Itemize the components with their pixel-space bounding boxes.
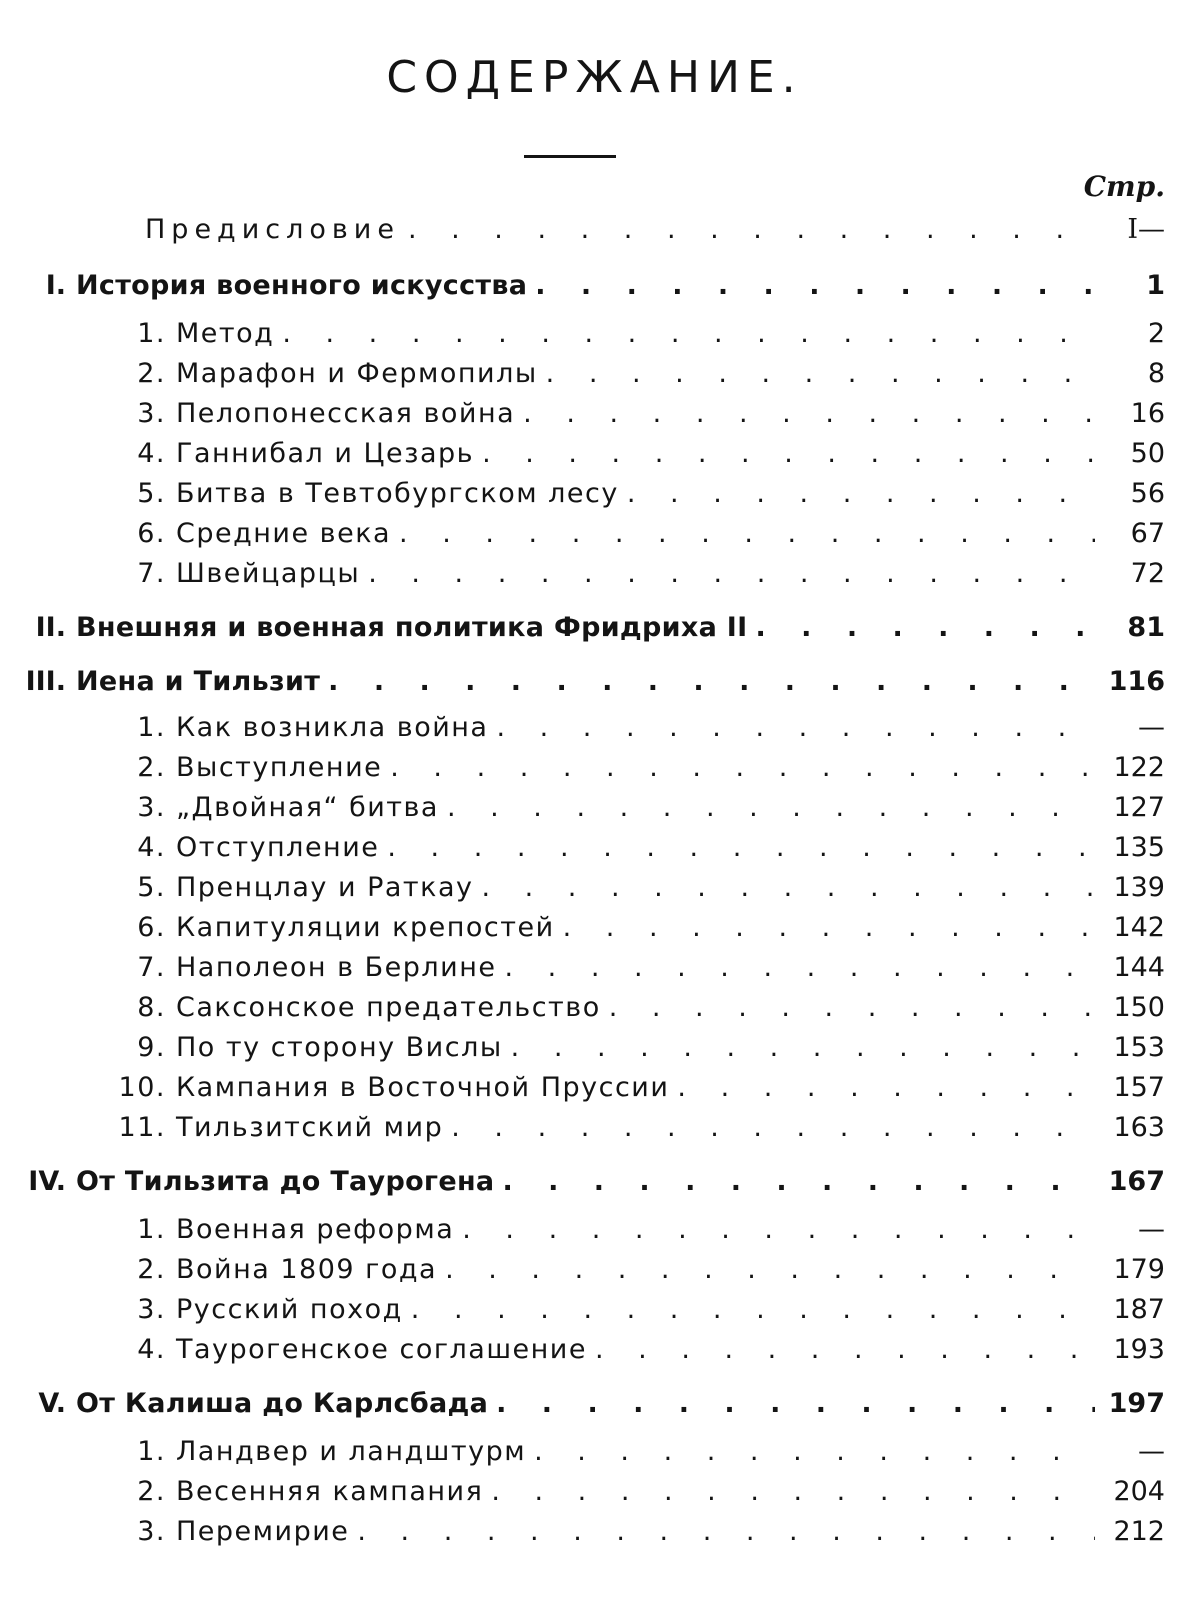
toc-page-number: 179	[1113, 1254, 1165, 1285]
toc-number: 6.	[137, 912, 166, 943]
toc-subsection-row	[0, 558, 1189, 598]
toc-number: IV.	[28, 1166, 66, 1197]
dot-leader	[403, 1294, 1095, 1325]
toc-page-number: 187	[1113, 1294, 1165, 1325]
toc-label: От Тильзита до Таурогена	[76, 1166, 495, 1197]
toc-number: 11.	[118, 1112, 166, 1143]
toc-number: 2.	[137, 752, 166, 783]
toc-number: V.	[38, 1388, 66, 1419]
toc-number: III.	[25, 666, 66, 697]
toc-label: История военного искусства	[76, 270, 528, 301]
dot-leader	[748, 612, 1096, 643]
dot-leader	[320, 666, 1095, 697]
toc-page-number: 2	[1147, 318, 1165, 349]
toc-subsection-row	[0, 1112, 1189, 1152]
dot-leader	[669, 1072, 1095, 1103]
toc-label: Весенняя кампания	[176, 1476, 484, 1507]
toc-number: I.	[45, 270, 66, 301]
toc-page-number: —	[1138, 712, 1165, 743]
toc-number: 3.	[137, 1294, 166, 1325]
dot-leader	[437, 1254, 1095, 1285]
toc-number: 2.	[137, 1254, 166, 1285]
toc-subsection-row	[0, 912, 1189, 952]
dot-leader	[400, 214, 1095, 245]
toc-label: Наполеон в Берлине	[176, 952, 497, 983]
dot-leader	[619, 478, 1095, 509]
dot-leader	[601, 992, 1095, 1023]
toc-subsection-row	[0, 952, 1189, 992]
toc-label: Саксонское предательство	[176, 992, 601, 1023]
toc-subsection-row	[0, 872, 1189, 912]
toc-page-number: 204	[1113, 1476, 1165, 1507]
toc-page-number: 212	[1113, 1516, 1165, 1547]
toc-number: II.	[35, 612, 66, 643]
toc-subsection-row	[0, 992, 1189, 1032]
dot-leader	[274, 318, 1095, 349]
dot-leader	[474, 438, 1095, 469]
dot-leader	[488, 1388, 1095, 1419]
toc-label: Ганнибал и Цезарь	[176, 438, 475, 469]
toc-page-number: 122	[1113, 752, 1165, 783]
toc-number: 5.	[137, 872, 166, 903]
toc-page-number: —	[1138, 1214, 1165, 1245]
toc-number: 1.	[137, 1214, 166, 1245]
dot-leader	[496, 952, 1095, 983]
toc-number: 2.	[137, 358, 166, 389]
dot-leader	[473, 872, 1095, 903]
toc-label: Тильзитский мир	[176, 1112, 444, 1143]
toc-subsection-row	[0, 1436, 1189, 1476]
toc-subsection-row	[0, 438, 1189, 478]
dot-leader	[527, 270, 1095, 301]
toc-label: Метод	[176, 318, 275, 349]
toc-number: 3.	[137, 792, 166, 823]
dot-leader	[515, 398, 1095, 429]
toc-chapter-row	[0, 270, 1189, 310]
toc-number: 4.	[137, 832, 166, 863]
toc-page-number: 127	[1113, 792, 1165, 823]
toc-page-number: 50	[1130, 438, 1165, 469]
toc-subsection-row	[0, 318, 1189, 358]
dot-leader	[555, 912, 1095, 943]
toc-number: 1.	[137, 712, 166, 743]
toc-label: Пренцлау и Раткау	[176, 872, 474, 903]
toc-label: Пелопонесская война	[176, 398, 516, 429]
toc-chapter-row	[0, 666, 1189, 706]
page-title: СОДЕРЖАНИЕ.	[386, 52, 803, 103]
toc-number: 9.	[137, 1032, 166, 1063]
toc-subsection-row	[0, 1214, 1189, 1254]
toc-page-number: 163	[1113, 1112, 1165, 1143]
toc-label: Ландвер и ландштурм	[176, 1436, 527, 1467]
dot-leader	[379, 832, 1095, 863]
toc-page-number: 139	[1113, 872, 1165, 903]
toc-label: Отступление	[176, 832, 380, 863]
toc-page-number: I—	[1127, 214, 1165, 245]
toc-page-number: 153	[1113, 1032, 1165, 1063]
toc-page-number: 1	[1146, 270, 1165, 301]
toc-subsection-row	[0, 518, 1189, 558]
toc-number: 3.	[137, 1516, 166, 1547]
toc-subsection-row	[0, 792, 1189, 832]
toc-subsection-row	[0, 1334, 1189, 1374]
toc-number: 4.	[137, 438, 166, 469]
toc-page-number: 56	[1130, 478, 1165, 509]
toc-chapter-row	[0, 1166, 1189, 1206]
toc-label: Битва в Тевтобургском лесу	[176, 478, 619, 509]
toc-number: 8.	[137, 992, 166, 1023]
dot-leader	[494, 1166, 1095, 1197]
toc-label: Иена и Тильзит	[76, 666, 321, 697]
toc-subsection-row	[0, 832, 1189, 872]
toc-number: 6.	[137, 518, 166, 549]
toc-chapter-row	[0, 612, 1189, 652]
toc-number: 2.	[137, 1476, 166, 1507]
toc-page-number: 197	[1108, 1388, 1165, 1419]
toc-page-number: 8	[1147, 358, 1165, 389]
dot-leader	[349, 1516, 1095, 1547]
toc-label: Капитуляции крепостей	[176, 912, 555, 943]
dot-leader	[488, 712, 1095, 743]
toc-preface-row	[0, 214, 1189, 254]
toc-subsection-row	[0, 752, 1189, 792]
toc-label: Русский поход	[176, 1294, 403, 1325]
toc-label: Швейцарцы	[176, 558, 361, 589]
toc-page-number: 193	[1113, 1334, 1165, 1365]
toc-page-number: 150	[1113, 992, 1165, 1023]
toc-number: 3.	[137, 398, 166, 429]
toc-label: От Калиша до Карлсбада	[76, 1388, 489, 1419]
dot-leader	[587, 1334, 1095, 1365]
toc-number: 10.	[118, 1072, 166, 1103]
toc-number: 1.	[137, 1436, 166, 1467]
title-divider	[524, 155, 616, 158]
toc-subsection-row	[0, 712, 1189, 752]
toc-chapter-row	[0, 1388, 1189, 1428]
toc-label: Война 1809 года	[176, 1254, 438, 1285]
dot-leader	[454, 1214, 1095, 1245]
toc-subsection-row	[0, 358, 1189, 398]
toc-subsection-row	[0, 1254, 1189, 1294]
toc-page-number: 135	[1113, 832, 1165, 863]
toc-label: Марафон и Фермопилы	[176, 358, 538, 389]
toc-subsection-row	[0, 478, 1189, 518]
toc-page-number: 142	[1113, 912, 1165, 943]
dot-leader	[382, 752, 1095, 783]
toc-subsection-row	[0, 398, 1189, 438]
dot-leader	[439, 792, 1095, 823]
dot-leader	[443, 1112, 1095, 1143]
toc-label: Таурогенское соглашение	[176, 1334, 587, 1365]
toc-label: Средние века	[176, 518, 392, 549]
toc-number: 5.	[137, 478, 166, 509]
toc-label: Кампания в Восточной Пруссии	[176, 1072, 670, 1103]
toc-page-number: 81	[1127, 612, 1165, 643]
toc-label: Как возникла война	[176, 712, 489, 743]
toc-subsection-row	[0, 1516, 1189, 1556]
toc-page-number: 116	[1108, 666, 1165, 697]
toc-label: Внешняя и военная политика Фридриха II	[76, 612, 748, 643]
toc-label: По ту сторону Вислы	[176, 1032, 503, 1063]
dot-leader	[503, 1032, 1095, 1063]
toc-number: 4.	[137, 1334, 166, 1365]
dot-leader	[360, 558, 1095, 589]
toc-subsection-row	[0, 1294, 1189, 1334]
toc-number: 1.	[137, 318, 166, 349]
toc-label: „Двойная“ битва	[176, 792, 439, 823]
toc-subsection-row	[0, 1072, 1189, 1112]
toc-page-number: 144	[1113, 952, 1165, 983]
toc-number: 7.	[137, 558, 166, 589]
toc-subsection-row	[0, 1476, 1189, 1516]
dot-leader	[391, 518, 1095, 549]
toc-label: Перемирие	[176, 1516, 350, 1547]
toc-page-number: 157	[1113, 1072, 1165, 1103]
toc-label: Выступление	[176, 752, 383, 783]
toc-label: Военная реформа	[176, 1214, 455, 1245]
toc-page-number: 16	[1130, 398, 1165, 429]
toc-subsection-row	[0, 1032, 1189, 1072]
page-column-header: Стр.	[1083, 170, 1165, 203]
toc-number: 7.	[137, 952, 166, 983]
toc-label: Предисловие	[145, 214, 400, 245]
toc-page-number: 167	[1108, 1166, 1165, 1197]
dot-leader	[526, 1436, 1095, 1467]
toc-page-number: —	[1138, 1436, 1165, 1467]
dot-leader	[483, 1476, 1095, 1507]
toc-page-number: 67	[1130, 518, 1165, 549]
dot-leader	[538, 358, 1095, 389]
toc-page-number: 72	[1130, 558, 1165, 589]
